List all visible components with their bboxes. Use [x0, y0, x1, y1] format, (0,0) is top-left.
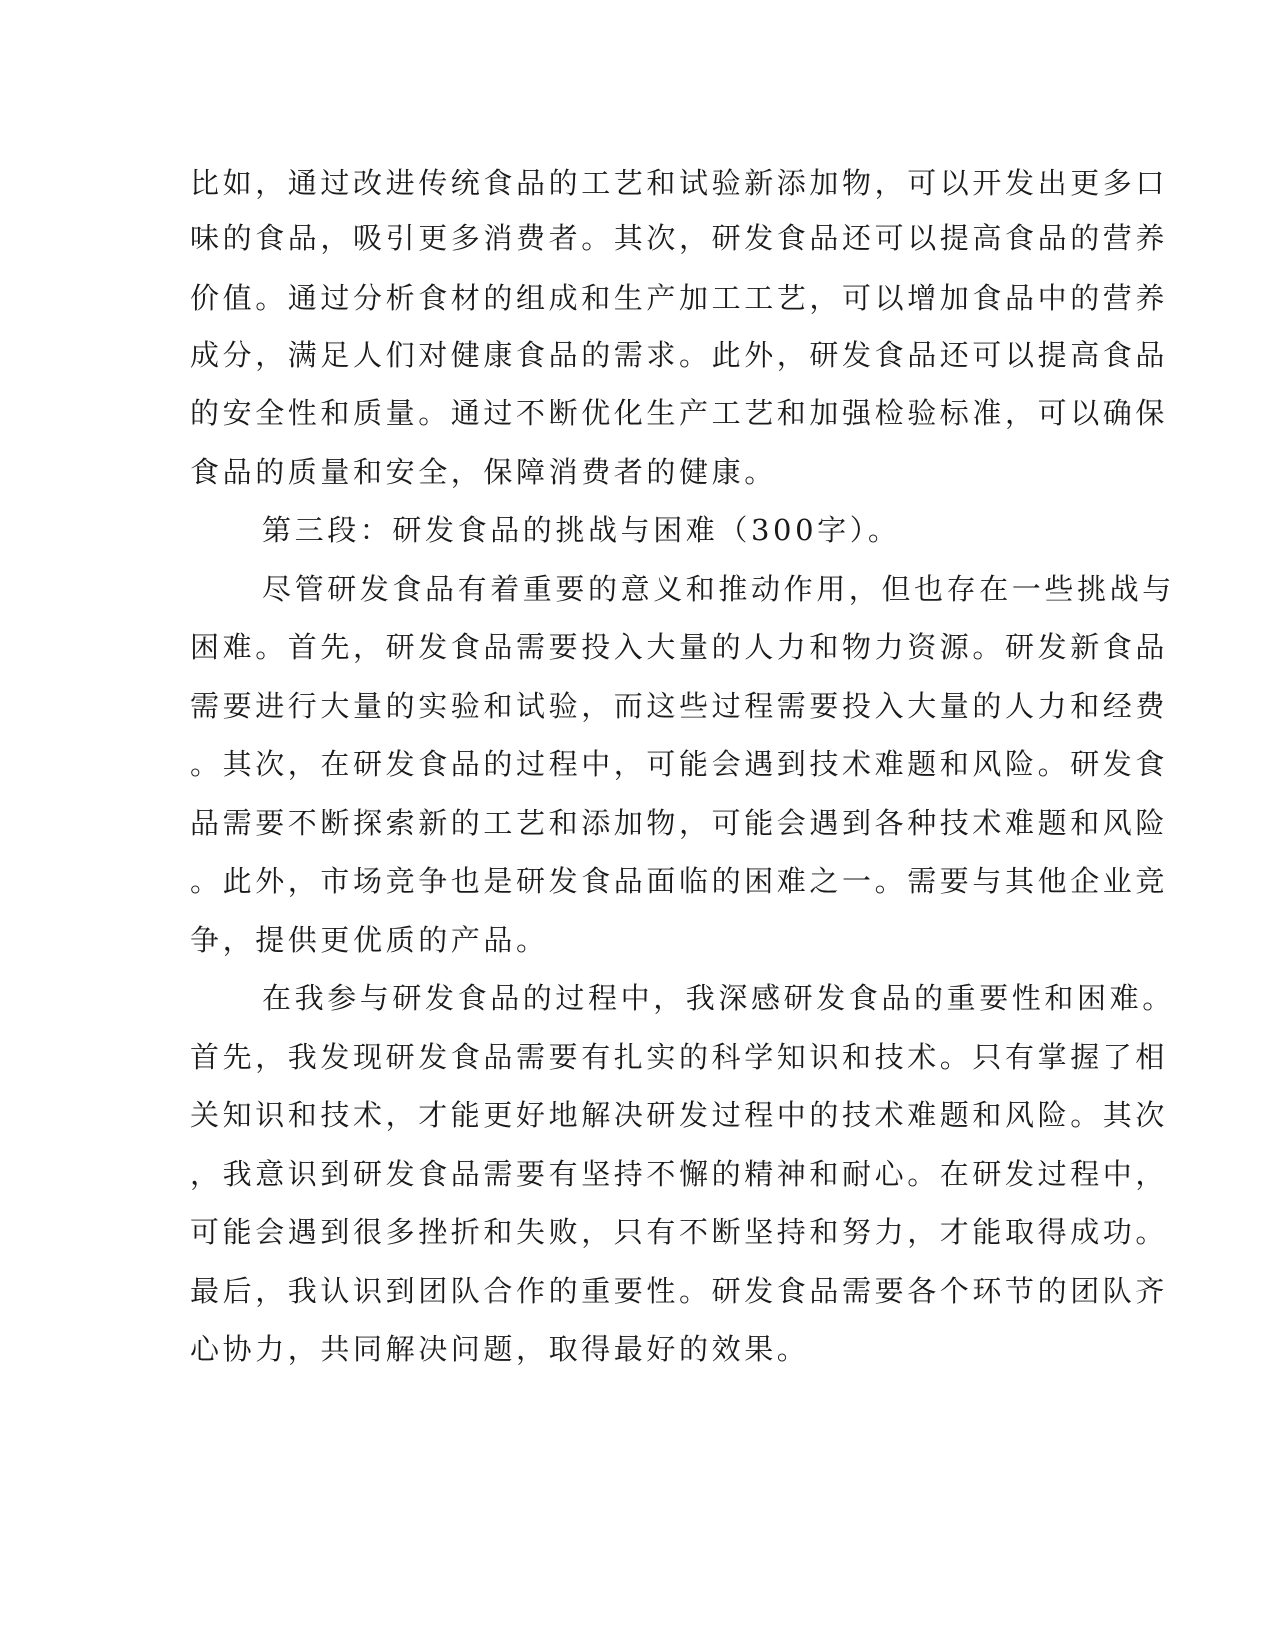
paragraph-line: 在我参与研发食品的过程中，我深感研发食品的重要性和困难。	[262, 981, 1175, 1015]
paragraph-line: 。其次，在研发食品的过程中，可能会遇到技术难题和风险。研发食	[190, 747, 1169, 781]
paragraph-line: 首先，我发现研发食品需要有扎实的科学知识和技术。只有掌握了相	[190, 1040, 1169, 1074]
paragraph-line: 争，提供更优质的产品。	[190, 923, 549, 957]
paragraph-line: 的安全性和质量。通过不断优化生产工艺和加强检验标准，可以确保	[190, 396, 1169, 430]
paragraph-line: 味的食品，吸引更多消费者。其次，研发食品还可以提高食品的营养	[190, 221, 1169, 255]
paragraph-line: 品需要不断探索新的工艺和添加物，可能会遇到各种技术难题和风险	[190, 806, 1169, 840]
paragraph-line: 价值。通过分析食材的组成和生产加工工艺，可以增加食品中的营养	[190, 281, 1169, 315]
paragraph-line: 。此外，市场竞争也是研发食品面临的困难之一。需要与其他企业竞	[190, 864, 1169, 898]
paragraph-line: ，我意识到研发食品需要有坚持不懈的精神和耐心。在研发过程中，	[190, 1157, 1169, 1191]
paragraph-line: 可能会遇到很多挫折和失败，只有不断坚持和努力，才能取得成功。	[190, 1215, 1169, 1249]
section-heading: 第三段：研发食品的挑战与困难（300字）。	[262, 513, 901, 547]
paragraph-line: 尽管研发食品有着重要的意义和推动作用，但也存在一些挑战与	[262, 572, 1175, 606]
paragraph-line: 最后，我认识到团队合作的重要性。研发食品需要各个环节的团队齐	[190, 1274, 1169, 1308]
paragraph-line: 心协力，共同解决问题，取得最好的效果。	[190, 1332, 810, 1366]
paragraph-line: 需要进行大量的实验和试验，而这些过程需要投入大量的人力和经费	[190, 689, 1169, 723]
paragraph-line: 比如，通过改进传统食品的工艺和试验新添加物，可以开发出更多口	[190, 166, 1169, 200]
paragraph-line: 食品的质量和安全，保障消费者的健康。	[190, 455, 777, 489]
paragraph-line: 关知识和技术，才能更好地解决研发过程中的技术难题和风险。其次	[190, 1098, 1169, 1132]
paragraph-line: 困难。首先，研发食品需要投入大量的人力和物力资源。研发新食品	[190, 630, 1169, 664]
paragraph-line: 成分，满足人们对健康食品的需求。此外，研发食品还可以提高食品	[190, 338, 1169, 372]
